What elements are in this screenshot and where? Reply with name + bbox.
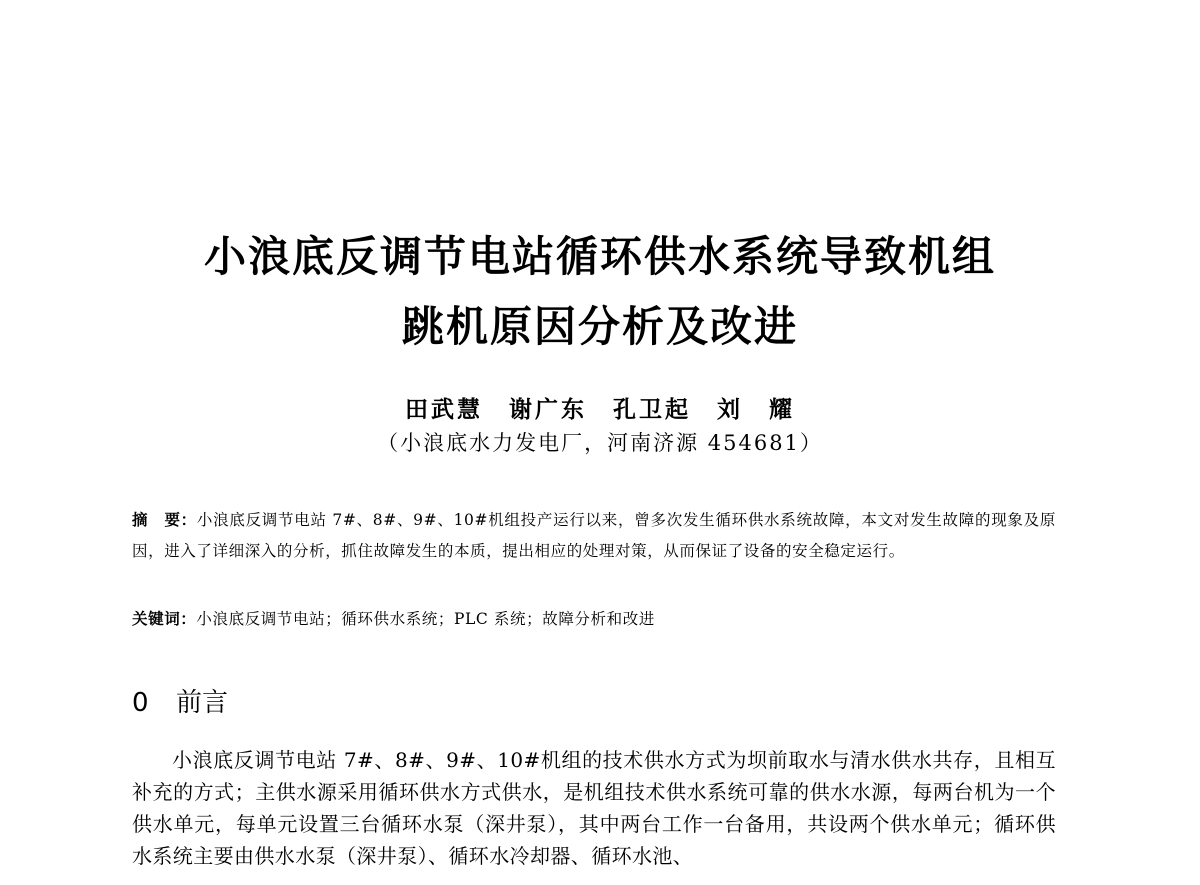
abstract-text: 小浪底反调节电站 7#、8#、9#、10#机组投产运行以来，曾多次发生循环供水系统故障，本文对发生故障的现象及原因，进入了详细深入的分析，抓住故障发生的本质，提出相应的处理对策，从而保证了设备的安全稳定运行。 — [132, 511, 1056, 560]
paper-title-line-1: 小浪底反调节电站循环供水系统导致机组 — [203, 232, 996, 281]
body-paragraph: 小浪底反调节电站 7#、8#、9#、10#机组的技术供水方式为坝前取水与清水供水共存，且相互补充的方式；主供水源采用循环供水方式供水，是机组技术供水系统可靠的供水水源，每两台机为一个供水单元，每单元设置三台循环水泵（深井泵），其中两台工作一台备用，共设两个供水单元；循环供水系统主要由供水水泵（深井泵）、循环水冷却器、循环水池、 — [132, 748, 1056, 868]
paper-title-line-2: 跳机原因分析及改进 — [401, 302, 798, 351]
section-heading — [132, 690, 228, 716]
abstract-label: 摘 要： — [132, 510, 197, 529]
section-title: 前言 — [176, 688, 229, 718]
keywords — [132, 607, 1056, 631]
keywords-label: 关键词： — [132, 609, 197, 628]
abstract — [132, 504, 1056, 567]
keywords-text: 小浪底反调节电站；循环供水系统；PLC 系统；故障分析和改进 — [196, 610, 655, 628]
author-list: 田武慧 谢广东 孔卫起 刘 耀 — [405, 396, 795, 423]
author-affiliation: （小浪底水力发电厂，河南济源 454681） — [377, 431, 823, 455]
section-number: 0 — [132, 688, 149, 718]
